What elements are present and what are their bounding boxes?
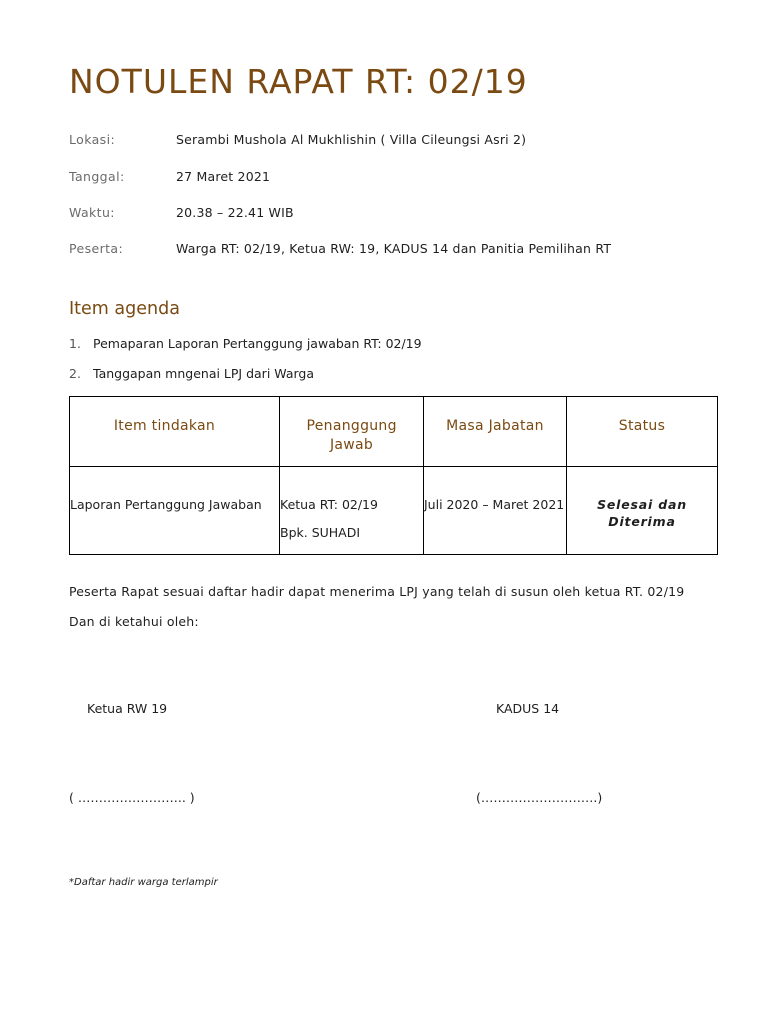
- table-header-row: [70, 397, 718, 467]
- acknowledged-by-paragraph: Dan di ketahui oleh:: [69, 614, 199, 629]
- agenda-item-text: Tanggapan mngenai LPJ dari Warga: [93, 366, 314, 381]
- table-row: [70, 467, 718, 555]
- signature-line-rw: ( …………………….. ): [69, 790, 195, 805]
- agenda-item-number: 1.: [69, 336, 81, 351]
- header-responsible: Penanggung Jawab: [280, 397, 424, 467]
- signature-line-kadus: (……………………….): [476, 790, 603, 805]
- meta-value-time: 20.38 – 22.41 WIB: [176, 205, 294, 220]
- meta-label-location: Lokasi:: [69, 132, 116, 147]
- action-items-table: [69, 396, 718, 555]
- cell-term: Juli 2020 – Maret 2021: [424, 467, 567, 555]
- agenda-item-text: Pemaparan Laporan Pertanggung jawaban RT: 02/19: [93, 336, 422, 351]
- header-status: Status: [567, 397, 718, 467]
- meta-value-date: 27 Maret 2021: [176, 169, 271, 184]
- footnote: *Daftar hadir warga terlampir: [69, 877, 218, 888]
- agenda-heading: Item agenda: [69, 299, 180, 319]
- meta-label-time: Waktu:: [69, 205, 115, 220]
- header-term: Masa Jabatan: [424, 397, 567, 467]
- cell-status: Selesai dan Diterima: [567, 467, 718, 555]
- document-title: NOTULEN RAPAT RT: 02/19: [69, 62, 528, 101]
- signatory-role-kadus: KADUS 14: [496, 701, 560, 716]
- responsible-name: Bpk. SUHADI: [280, 525, 361, 540]
- cell-item: Laporan Pertanggung Jawaban: [70, 467, 280, 555]
- cell-responsible: [280, 467, 424, 555]
- meta-label-date: Tanggal:: [69, 169, 125, 184]
- acceptance-paragraph: Peserta Rapat sesuai daftar hadir dapat menerima LPJ yang telah di susun oleh ketua RT. 02/19: [69, 584, 685, 599]
- meta-value-location: Serambi Mushola Al Mukhlishin ( Villa Cileungsi Asri 2): [176, 132, 527, 147]
- meta-label-participants: Peserta:: [69, 241, 124, 256]
- responsible-role: Ketua RT: 02/19: [280, 497, 378, 512]
- header-item: Item tindakan: [70, 397, 280, 467]
- agenda-item-number: 2.: [69, 366, 81, 381]
- meta-value-participants: Warga RT: 02/19, Ketua RW: 19, KADUS 14 dan Panitia Pemilihan RT: [176, 241, 612, 256]
- signatory-role-rw: Ketua RW 19: [87, 701, 168, 716]
